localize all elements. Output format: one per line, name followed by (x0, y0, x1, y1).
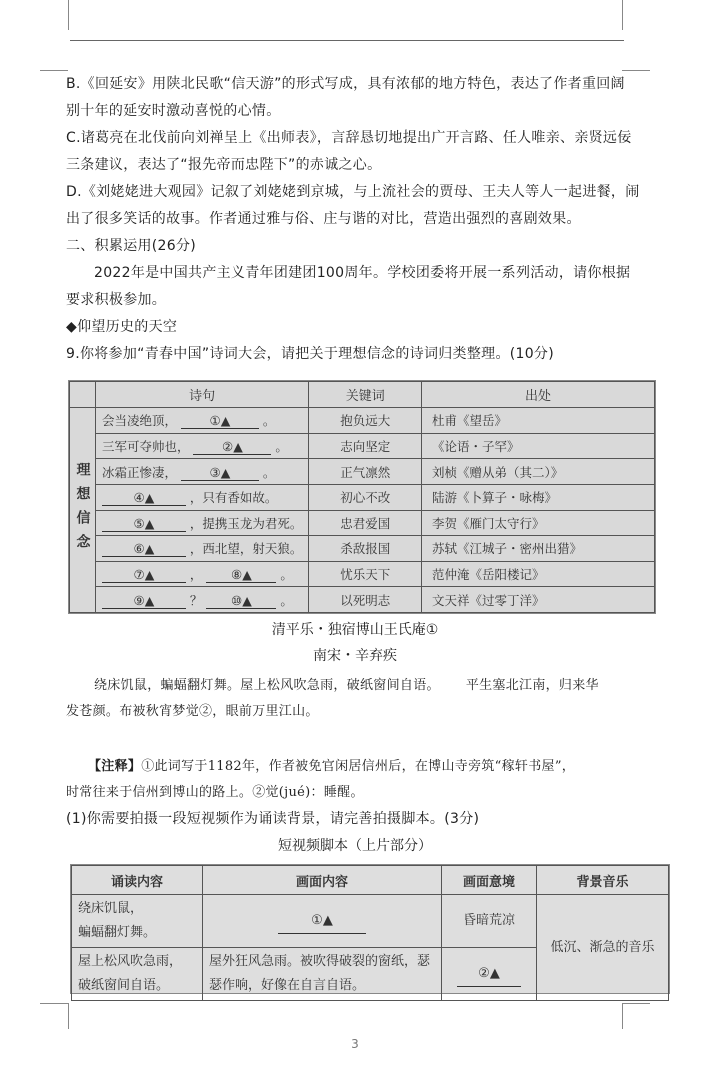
note-label: 【注释】 (88, 759, 142, 774)
source-cell: 杜甫《望岳》 (421, 408, 654, 434)
answer-blank-scene[interactable]: ①▲ (278, 909, 366, 934)
section-heading: 二、积累运用(26分) (66, 238, 197, 254)
keyword-cell: 初心不改 (309, 484, 422, 510)
table-row-poem (95, 561, 309, 587)
option-d-line2: 出了很多笑话的故事。作者通过雅与俗、庄与谐的对比，营造出强烈的喜剧效果。 (66, 211, 581, 227)
mood-cell (442, 948, 537, 1001)
poem-post: 。 (280, 567, 293, 583)
crop-mark (68, 0, 69, 30)
crop-mark (622, 1003, 650, 1004)
poetry-table (68, 380, 656, 614)
poem-mid: ，西北望，射天狼。 (189, 541, 303, 557)
poem-mid: ？ (189, 592, 203, 608)
header-keyword: 关键词 (309, 382, 422, 408)
source-cell: 苏轼《江城子・密州出猎》 (421, 536, 654, 562)
crop-mark (40, 1003, 68, 1004)
script-title: 短视频脚本（上片部分） (278, 838, 432, 854)
poem-post: 。 (280, 592, 293, 608)
source-cell: 《论语・子罕》 (421, 433, 654, 459)
sub-heading: ◆仰望历史的天空 (66, 319, 178, 335)
keyword-cell: 杀敌报国 (309, 536, 422, 562)
crop-mark (40, 70, 68, 71)
poem-pre: 三军可夺帅也， (101, 438, 190, 454)
table-row-poem (95, 536, 309, 562)
page-number: 3 (351, 1037, 359, 1051)
script-table (70, 864, 670, 994)
music-cell: 低沉、渐急的音乐 (537, 895, 669, 1001)
crop-mark (622, 0, 623, 30)
keyword-cell: 正气凛然 (309, 459, 422, 485)
table-row-poem (95, 433, 309, 459)
answer-blank-1[interactable]: ①▲ (181, 413, 259, 429)
side-label: 理想信念 (70, 408, 96, 613)
header-scene: 画面内容 (203, 866, 442, 895)
table-row-poem (95, 510, 309, 536)
poem-line2: 发苍颜。布被秋宵梦觉②，眼前万里江山。 (66, 704, 319, 719)
mood-cell: 昏暗荒凉 (442, 895, 537, 948)
source-cell: 范仲淹《岳阳楼记》 (421, 561, 654, 587)
poem-post: 。 (262, 464, 276, 480)
source-cell: 文天祥《过零丁洋》 (421, 587, 654, 613)
header-mood: 画面意境 (442, 866, 537, 895)
keyword-cell: 抱负远大 (309, 408, 422, 434)
table-row-poem (95, 484, 309, 510)
option-c-line2: 三条建议，表达了“报先帝而忠陛下”的赤诚之心。 (66, 157, 382, 173)
source-cell: 刘桢《赠从弟（其二）》 (421, 459, 654, 485)
option-c-line1: C.诸葛亮在北伐前向刘禅呈上《出师表》，言辞恳切地提出广开言路、任人唯亲、亲贤远佞 (66, 130, 632, 146)
answer-blank-5[interactable]: ⑤▲ (102, 516, 186, 532)
poem-pre: 冰霜正惨凄， (101, 464, 177, 480)
answer-blank-8[interactable]: ⑧▲ (206, 567, 276, 583)
note-line2: 时常往来于信州到博山的路上。②觉(jué)：睡醒。 (66, 785, 364, 800)
keyword-cell: 忠君爱国 (309, 510, 422, 536)
source-cell: 李贺《雁门太守行》 (421, 510, 654, 536)
question-9-1: (1)你需要拍摄一段短视频作为诵读背景，请完善拍摄脚本。(3分) (66, 811, 480, 827)
answer-blank-10[interactable]: ⑩▲ (206, 593, 276, 609)
answer-blank-9[interactable]: ⑨▲ (102, 593, 186, 609)
recite-cell: 屋上松风吹急雨， 破纸窗间自语。 (72, 948, 203, 1001)
table-row-poem (95, 459, 309, 485)
poem-mid: ，提携玉龙为君死。 (189, 515, 303, 531)
option-d-line1: D.《刘姥姥进大观园》记叙了刘姥姥到京城，与上流社会的贾母、王夫人等人一起进餐，闹 (66, 184, 640, 200)
table-side-header (70, 382, 96, 408)
question-9: 9.你将参加“青春中国”诗词大会，请把关于理想信念的诗词归类整理。(10分) (66, 346, 554, 362)
poem-title: 清平乐・独宿博山王氏庵① (271, 622, 439, 638)
keyword-cell: 忧乐天下 (309, 561, 422, 587)
poem-post: 。 (262, 413, 276, 429)
intro-line1: 2022年是中国共产主义青年团建团100周年。学校团委将开展一系列活动，请你根据 (94, 265, 631, 281)
answer-blank-mood[interactable]: ②▲ (457, 962, 521, 987)
answer-blank-6[interactable]: ⑥▲ (102, 541, 186, 557)
answer-blank-2[interactable]: ②▲ (193, 439, 271, 455)
poem-line1b: 平生塞北江南，归来华 (465, 678, 599, 693)
table-row-poem (95, 408, 309, 434)
poem-line1a: 绕床饥鼠，蝙蝠翻灯舞。屋上松风吹急雨，破纸窗间自语。 (94, 678, 440, 693)
note-text1: ①此词写于1182年，作者被免官闲居信州后，在博山寺旁筑“稼轩书屋”， (141, 759, 576, 774)
note-line1 (88, 755, 575, 774)
answer-blank-3[interactable]: ③▲ (181, 465, 259, 481)
recite-cell: 绕床饥鼠， 蝙蝠翻灯舞。 (72, 895, 203, 948)
poem-mid: ， (189, 567, 203, 583)
keyword-cell: 志向坚定 (309, 433, 422, 459)
crop-mark (68, 1003, 69, 1029)
option-b-line2: 别十年的延安时激动喜悦的心情。 (66, 103, 281, 119)
poem-author: 南宋・辛弃疾 (313, 648, 397, 664)
answer-blank-7[interactable]: ⑦▲ (102, 567, 186, 583)
header-music: 背景音乐 (537, 866, 669, 895)
crop-mark (622, 70, 650, 71)
poem-line1 (94, 674, 599, 693)
keyword-cell: 以死明志 (309, 587, 422, 613)
poem-mid: ，只有香如故。 (189, 490, 278, 506)
crop-mark (622, 1003, 623, 1029)
poem-pre: 会当凌绝顶， (101, 413, 177, 429)
option-b-line1: B.《回延安》用陕北民歌“信天游”的形式写成，具有浓郁的地方特色，表达了作者重回阔 (66, 76, 625, 92)
header-rule (70, 40, 624, 41)
header-source: 出处 (421, 382, 654, 408)
scene-cell (203, 895, 442, 948)
answer-blank-4[interactable]: ④▲ (102, 490, 186, 506)
header-poem: 诗句 (95, 382, 309, 408)
scene-cell: 屋外狂风急雨。被吹得破裂的窗纸，瑟瑟作响，好像在自言自语。 (203, 948, 442, 1001)
source-cell: 陆游《卜算子・咏梅》 (421, 484, 654, 510)
table-row-poem (95, 587, 309, 613)
header-recite: 诵读内容 (72, 866, 203, 895)
intro-line2: 要求积极参加。 (66, 292, 167, 308)
poem-post: 。 (275, 438, 288, 454)
